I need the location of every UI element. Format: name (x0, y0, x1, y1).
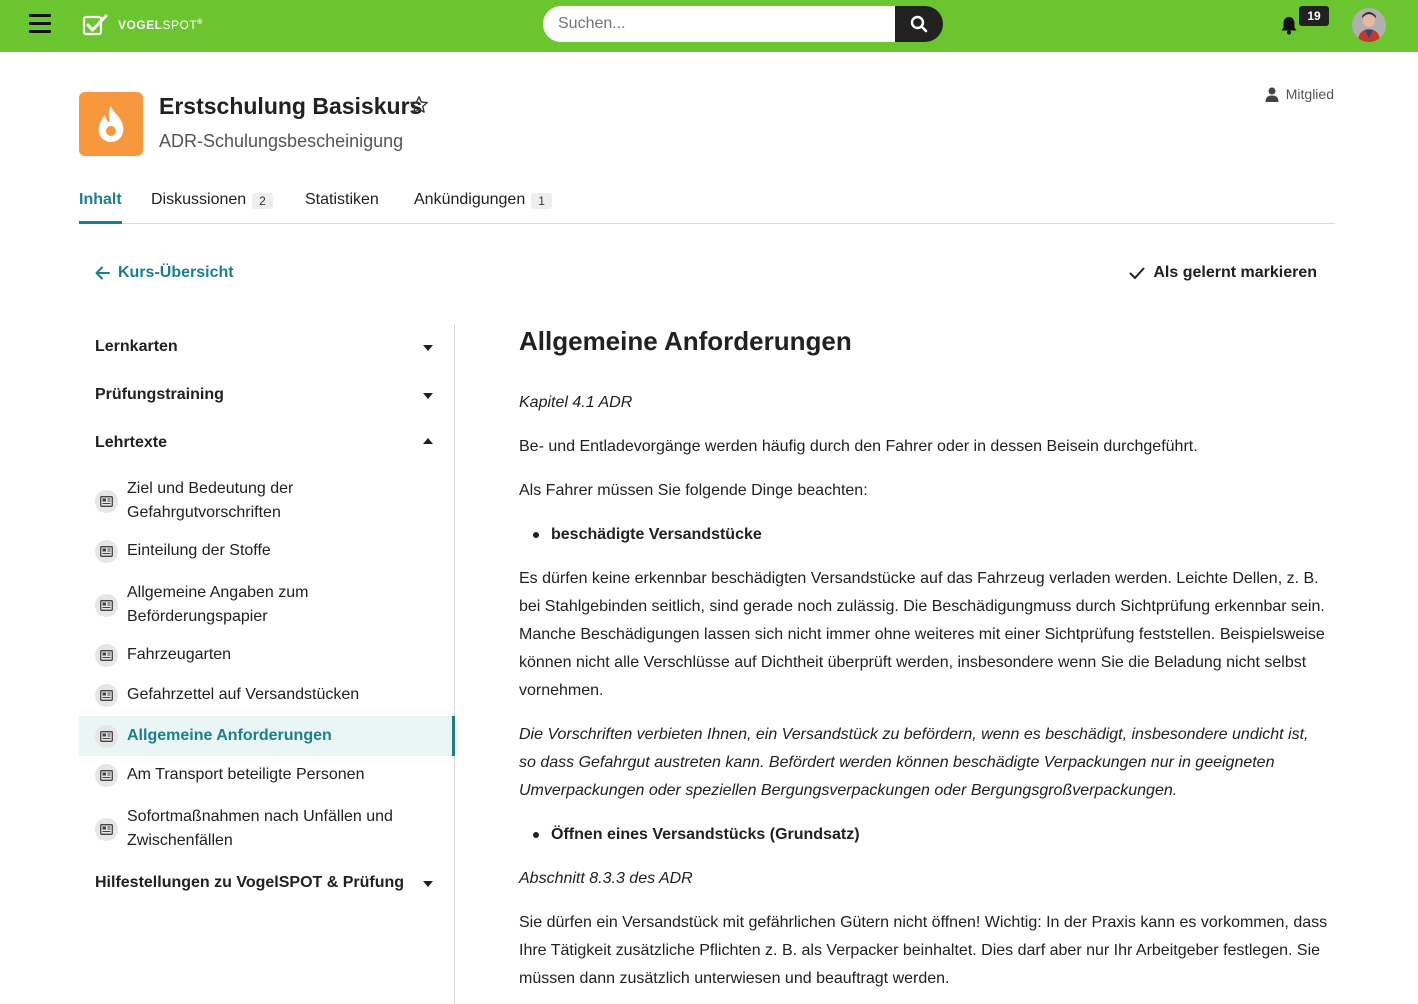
newspaper-icon (95, 684, 118, 707)
search-button[interactable] (895, 6, 943, 42)
tab-label: Statistiken (305, 191, 379, 208)
notification-count-badge[interactable]: 19 (1299, 6, 1329, 26)
section-reference: Abschnitt 8.3.3 des ADR (519, 870, 693, 887)
course-icon (79, 92, 143, 156)
section-label: Lernkarten (95, 338, 178, 355)
tab-statistiken[interactable] (305, 186, 379, 224)
tab-label: Ankündigungen (414, 191, 526, 208)
paragraph: Sie dürfen ein Versandstück mit gefährlichen Gütern nicht öffnen! Wichtig: In der Praxis kann es vorkommen, dass Ihre Tätigkeit zusätzliche Pflichten z. B. als Verpacker beinhaltet. Dies darf aber nur Ihr Arbeitgeber festlegen. Sie müssen dann zusätzlich unterwiesen und beauftragt werden. (519, 914, 1328, 987)
caret-up-icon (423, 438, 433, 444)
lesson-item-label: Einteilung der Stoffe (127, 542, 271, 559)
bullet-text: Öffnen eines Versandstücks (Grundsatz) (551, 826, 860, 843)
check-icon (1129, 267, 1145, 280)
paragraph: Es dürfen keine erkennbar beschädigten Versandstücke auf das Fahrzeug verladen werden. Leichte Dellen, z. B. bei Stahlgebinden seitlich, sind gerade noch zulässig. Die Beschädigungmuss durch Sichtprüfung erkennbar sein. Manche Beschädigungen lassen sich nicht immer ohne weiteres mit einer Sichtprüfung feststellen. Beispielsweise können nicht alle Verschlüsse auf Dichtheit überprüft werden, insbesondere wenn Sie die Beladung nicht selbst vornehmen. (519, 570, 1325, 699)
lesson-item[interactable] (79, 643, 455, 667)
tab-ankuendigungen[interactable] (414, 186, 552, 224)
lesson-item-label: Sofortmaßnahmen nach Unfällen und Zwischenfällen (127, 808, 393, 849)
member-role-label: Mitglied (1285, 86, 1334, 102)
tab-count-badge: 1 (531, 193, 552, 209)
newspaper-icon (95, 540, 118, 563)
flame-icon (93, 104, 129, 144)
course-overview-link[interactable] (95, 264, 234, 282)
newspaper-icon (95, 764, 118, 787)
bullet-item (533, 821, 860, 849)
tab-diskussionen[interactable] (151, 186, 273, 224)
arrow-left-icon (95, 266, 110, 280)
search-bar (543, 6, 943, 42)
section-label: Lehrtexte (95, 434, 168, 451)
tab-label: Inhalt (79, 191, 122, 208)
section-label: Hilfestellungen zu VogelSPOT & Prüfung (95, 874, 405, 891)
bullet-text: beschädigte Versandstücke (551, 526, 762, 543)
tab-count-badge: 2 (252, 193, 273, 209)
mark-as-learned-label: Als gelernt markieren (1153, 264, 1317, 281)
bell-icon[interactable] (1278, 14, 1300, 36)
lesson-item[interactable] (79, 763, 455, 787)
section-lehrtexte[interactable] (95, 434, 441, 452)
lesson-item[interactable] (79, 579, 455, 631)
tab-label: Diskussionen (151, 191, 247, 208)
paragraph: Be- und Entladevorgänge werden häufig durch den Fahrer oder in dessen Beisein durchgeführt. (519, 438, 1198, 455)
lesson-item-active[interactable] (79, 716, 455, 756)
caret-down-icon (423, 393, 433, 399)
logo-check-icon (82, 13, 108, 37)
course-subtitle: ADR-Schulungsbescheinigung (159, 131, 404, 151)
top-bar (0, 0, 1418, 52)
course-tabs (79, 186, 1335, 224)
star-icon[interactable] (409, 95, 429, 115)
lesson-item-label: Allgemeine Angaben zum Beförderungspapier (127, 584, 309, 625)
course-title: Erstschulung Basiskurs (159, 93, 423, 119)
avatar[interactable] (1352, 8, 1386, 42)
caret-down-icon (423, 345, 433, 351)
newspaper-icon (95, 490, 118, 513)
lesson-item-label: Allgemeine Anforderungen (127, 727, 332, 744)
lesson-title: Allgemeine Anforderungen (519, 326, 852, 356)
tab-inhalt[interactable] (79, 186, 122, 224)
paragraph: Als Fahrer müssen Sie folgende Dinge beachten: (519, 482, 868, 499)
newspaper-icon (95, 725, 118, 748)
logo-text: VOGELSPOT® (118, 18, 203, 32)
avatar-image (1352, 8, 1386, 42)
lesson-item[interactable] (79, 803, 455, 855)
mark-as-learned-button[interactable] (1129, 264, 1317, 282)
search-icon (910, 15, 928, 33)
chapter-reference: Kapitel 4.1 ADR (519, 394, 633, 411)
member-role (1265, 86, 1334, 102)
lesson-item[interactable] (79, 539, 455, 563)
lesson-item-label: Gefahrzettel auf Versandstücken (127, 686, 360, 703)
logo[interactable] (82, 12, 203, 38)
lesson-content (519, 326, 1337, 987)
section-pruefungstraining[interactable] (95, 386, 441, 404)
lesson-sidebar (79, 324, 455, 1004)
newspaper-icon (95, 818, 118, 841)
section-lernkarten[interactable] (95, 338, 441, 356)
course-overview-label: Kurs-Übersicht (118, 264, 234, 281)
lesson-item[interactable] (79, 475, 455, 527)
search-input[interactable] (543, 6, 895, 42)
lesson-item-label: Ziel und Bedeutung der Gefahrgutvorschriften (127, 480, 294, 521)
caret-down-icon (423, 881, 433, 887)
bullet-item (533, 521, 762, 549)
paragraph: Die Vorschriften verbieten Ihnen, ein Versandstück zu befördern, wenn es beschädigt, insbesondere undicht ist, so dass Gefahrgut austreten kann. Befördert werden können beschädigte Verpackungen nur in geeigneten Umverpackungen oder speziellen Bergungsverpackungen oder Bergungsgroßverpackungen. (519, 726, 1309, 799)
lesson-item-label: Am Transport beteiligte Personen (127, 766, 365, 783)
lesson-item-label: Fahrzeugarten (127, 646, 232, 663)
menu-icon[interactable] (29, 14, 51, 34)
user-icon (1265, 87, 1279, 102)
newspaper-icon (95, 644, 118, 667)
lesson-item[interactable] (79, 683, 455, 707)
newspaper-icon (95, 594, 118, 617)
section-label: Prüfungstraining (95, 386, 224, 403)
section-hilfestellungen[interactable] (95, 874, 441, 892)
